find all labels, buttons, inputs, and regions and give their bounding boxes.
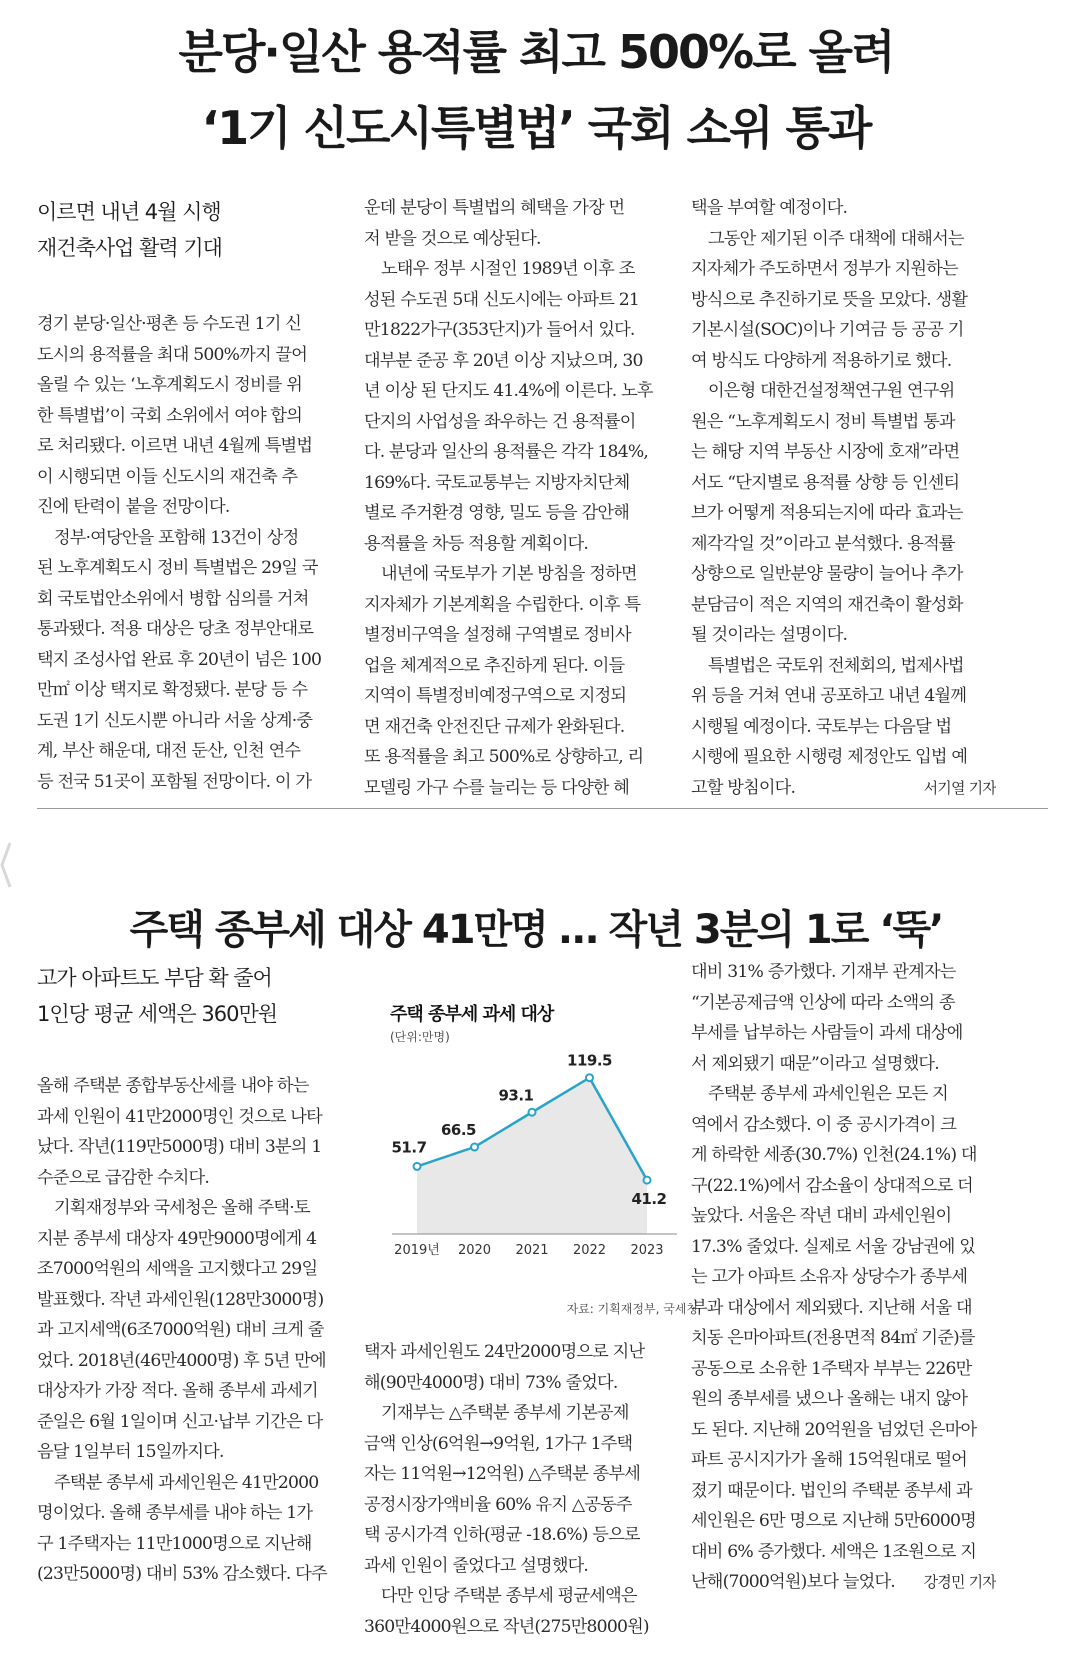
text-line: 는 해당 지역 부동산 시장에 호재”라면 — [691, 442, 960, 462]
chart-data-point — [644, 1177, 651, 1184]
deck-1-line: 이르면 내년 4월 시행 — [37, 200, 221, 224]
text-line: 도시의 용적률을 최대 500%까지 끌어 — [37, 344, 308, 365]
text-line: 공동으로 소유한 1주택자 부부는 226만 — [691, 1358, 972, 1379]
text-line: 한 특별법’이 국회 소위에서 여야 합의 — [37, 405, 303, 426]
deck-2-line: 1인당 평균 세액은 360만원 — [37, 1002, 278, 1026]
text-line: 또 용적률을 최고 500%로 상향하고, 리 — [364, 747, 644, 767]
article-2-column-2 — [364, 1337, 669, 1642]
text-line: 진에 탄력이 붙을 전망이다. — [37, 497, 230, 517]
text-line: 만1822가구(353단지)가 들어서 있다. — [364, 320, 635, 340]
text-line: 택자 과세인원도 24만2000명으로 지난 — [364, 1342, 645, 1362]
text-line: 금액 인상(6억원→9억원, 1가구 1주택 — [364, 1433, 633, 1454]
page-edge-mark — [0, 835, 12, 895]
text-line: 세인원은 6만 명으로 지난해 5만6000명 — [691, 1511, 976, 1531]
text-line: 성된 수도권 5대 신도시에는 아파트 21 — [364, 289, 639, 310]
text-line: 계, 부산 해운대, 대전 둔산, 인천 연수 — [37, 741, 301, 761]
byline: 서기열 기자 — [923, 778, 996, 797]
article-2-column-3 — [691, 957, 996, 1598]
text-line: 만㎡ 이상 택지로 확정됐다. 분당 등 수 — [37, 680, 308, 700]
text-line: 169%다. 국토교통부는 지방자치단체 — [364, 472, 630, 493]
article-divider — [37, 808, 1048, 809]
text-line: 될 것이라는 설명이다. — [691, 625, 848, 645]
text-line: 택을 부여할 예정이다. — [691, 198, 848, 218]
text-line: 년 이상 된 단지도 41.4%에 이른다. 노후 — [364, 381, 653, 401]
text-line: 노태우 정부 시절인 1989년 이후 조 — [381, 259, 635, 279]
text-line: 구(22.1%)에서 감소율이 상대적으로 더 — [691, 1175, 973, 1196]
chart-x-tick-label: 2021 — [515, 1243, 549, 1258]
chart-x-tick-label: 2022 — [572, 1243, 607, 1258]
text-line: (23만5000명) 대비 53% 감소했다. 다주 — [37, 1564, 327, 1584]
text-line: 고할 방침이다. 서기열 기자 — [691, 773, 996, 804]
chart-data-label: 93.1 — [498, 1086, 534, 1105]
text-line: 올릴 수 있는 ‘노후계획도시 정비를 위 — [37, 375, 303, 395]
text-line: 부세를 납부하는 사람들이 과세 대상에 — [691, 1023, 963, 1043]
text-line: 었다. 2018년(46만4000명) 후 5년 만에 — [37, 1350, 326, 1371]
chart-data-point — [586, 1074, 593, 1081]
chart-title: 주택 종부세 과세 대상 — [390, 1004, 554, 1025]
article-1-column-1 — [37, 309, 342, 797]
chart-data-label: 66.5 — [440, 1121, 477, 1140]
text-line: 등 전국 51곳이 포함될 전망이다. 이 가 — [37, 771, 312, 792]
text-line: 면 재건축 안전진단 규제가 완화된다. — [364, 716, 625, 737]
headline-1-line-1: 분당·일산 용적률 최고 500%로 올려 — [178, 25, 894, 79]
text-line: 상향으로 일반분양 물량이 늘어나 추가 — [691, 564, 963, 584]
text-line: 정부·여당안을 포함해 13건이 상정 — [54, 527, 299, 548]
text-line: 대비 6% 증가했다. 세액은 1조원으로 지 — [691, 1541, 977, 1562]
text-line: 주택분 종부세 과세인원은 41만2000 — [54, 1472, 319, 1493]
text-line: 대부분 준공 후 20년 이상 지났으며, 30 — [364, 350, 643, 371]
text-line: 특별법은 국토위 전체회의, 법제사법 — [708, 655, 964, 676]
text-line: 시행될 예정이다. 국토부는 다음달 법 — [691, 716, 952, 737]
text-line: 도권 1기 신도시뿐 아니라 서울 상계·중 — [37, 710, 313, 731]
text-line: 된 노후계획도시 정비 특별법은 29일 국 — [37, 558, 318, 578]
article-2-column-1 — [37, 1071, 342, 1590]
text-line: 도 된다. 지난해 20억원을 넘었던 은마아 — [691, 1419, 977, 1440]
text-line: 치동 은마아파트(전용면적 84㎡ 기준)를 — [691, 1328, 975, 1348]
chart-x-tick-label: 2023 — [630, 1243, 664, 1258]
text-line: 과세 인원이 41만2000명인 것으로 나타 — [37, 1106, 322, 1127]
deck-2 — [37, 960, 277, 1032]
text-line: 공정시장가액비율 60% 유지 △공동주 — [364, 1494, 632, 1515]
text-line: 난해(7000억원)보다 늘었다. 강경민 기자 — [691, 1567, 996, 1598]
text-line: 음달 1일부터 15일까지다. — [37, 1442, 224, 1462]
text-line: 이 시행되면 이들 신도시의 재건축 추 — [37, 466, 298, 487]
text-line: 다. 분당과 일산의 용적률은 각각 184%, — [364, 442, 649, 462]
text-line: 기재부는 △주택분 종부세 기본공제 — [381, 1403, 629, 1423]
text-line: 났다. 작년(119만5000명) 대비 3분의 1 — [37, 1137, 322, 1157]
text-line: 자는 11억원→12억원) △주택분 종부세 — [364, 1464, 641, 1484]
text-line: 주택분 종부세 과세인원은 모든 지 — [708, 1084, 948, 1104]
text-line: 원의 종부세를 냈으나 올해는 내지 않아 — [691, 1389, 968, 1409]
byline: 강경민 기자 — [923, 1573, 996, 1591]
text-line: 방식으로 추진하기로 뜻을 모았다. 생활 — [691, 289, 968, 310]
text-line: 게 하락한 세종(30.7%) 인천(24.1%) 대 — [691, 1145, 977, 1165]
chart-data-label: 51.7 — [391, 1138, 427, 1157]
text-line: 지분 종부세 대상자 49만9000명에게 4 — [37, 1228, 317, 1249]
text-line: 제각각일 것”이라고 분석했다. 용적률 — [691, 533, 955, 554]
text-line: 기획재정부와 국세청은 올해 주택·토 — [54, 1198, 310, 1218]
text-line: 모델링 가구 수를 늘리는 등 다양한 혜 — [364, 777, 630, 798]
text-line: 시행에 필요한 시행령 제정안도 입법 예 — [691, 747, 968, 767]
text-line: 는 고가 아파트 소유자 상당수가 종부세 — [691, 1267, 968, 1287]
text-line: 이은형 대한건설정책연구원 연구위 — [708, 381, 955, 401]
chart-data-point — [529, 1109, 536, 1116]
text-line: 운데 분당이 특별법의 혜택을 가장 먼 — [364, 198, 625, 218]
chart-unit: (단위:만명) — [390, 1030, 450, 1044]
text-line: 브가 어떻게 적용되는지에 따라 효과는 — [691, 503, 963, 523]
text-line: 과 고지세액(6조7000억원) 대비 크게 줄 — [37, 1320, 324, 1340]
article-1-column-3 — [691, 193, 996, 803]
text-line: 구 1주택자는 11만1000명으로 지난해 — [37, 1533, 312, 1554]
text-line: 원은 “노후계획도시 정비 특별법 통과 — [691, 411, 955, 432]
chart-data-label: 119.5 — [567, 1051, 612, 1070]
text-line: 준일은 6월 1일이며 신고·납부 기간은 다 — [37, 1411, 323, 1432]
text-line: 용적률을 차등 적용할 계획이다. — [364, 533, 589, 554]
text-line: 17.3% 줄었다. 실제로 서울 강남권에 있 — [691, 1236, 976, 1257]
text-line: 별로 주거환경 영향, 밀도 등을 감안해 — [364, 503, 630, 523]
text-line: 택 공시가격 인하(평균 -18.6%) 등으로 — [364, 1525, 640, 1545]
text-line: 부과 대상에서 제외됐다. 지난해 서울 대 — [691, 1297, 972, 1318]
text-line: “기본공제금액 인상에 따라 소액의 종 — [691, 992, 955, 1013]
text-line: 서도 “단지별로 용적률 상향 등 인센티 — [691, 472, 960, 493]
text-line: 명이었다. 올해 종부세를 내야 하는 1가 — [37, 1503, 313, 1523]
text-line: 저 받을 것으로 예상된다. — [364, 228, 541, 249]
text-line: 지역이 특별정비예정구역으로 지정되 — [364, 686, 627, 706]
text-line: 기본시설(SOC)이나 기여금 등 공공 기 — [691, 320, 964, 340]
chart-x-tick-label: 2019년 — [394, 1243, 440, 1258]
text-line: 대상자가 가장 적다. 올해 종부세 과세기 — [37, 1381, 318, 1401]
text-line: 해(90만4000명) 대비 73% 줄었다. — [364, 1372, 618, 1393]
text-line: 역에서 감소했다. 이 중 공시가격이 크 — [691, 1114, 957, 1135]
text-line: 회 국토법안소위에서 병합 심의를 거쳐 — [37, 588, 309, 609]
headline-2: 주택 종부세 대상 41만명 … 작년 3분의 1로 ‘뚝’ — [129, 907, 943, 953]
text-line: 위 등을 거쳐 연내 공포하고 내년 4월께 — [691, 686, 967, 706]
text-line: 통과됐다. 적용 대상은 당초 정부안대로 — [37, 619, 314, 639]
text-line: 단지의 사업성을 좌우하는 건 용적률이 — [364, 411, 636, 432]
text-line: 지자체가 주도하면서 정부가 지원하는 — [691, 259, 958, 279]
text-line: 높았다. 서울은 작년 대비 과세인원이 — [691, 1206, 952, 1226]
chart-data-label: 41.2 — [631, 1190, 667, 1209]
chart-x-tick-label: 2020 — [457, 1243, 492, 1258]
chart-data-point — [471, 1144, 478, 1151]
text-line: 360만4000원으로 작년(275만8000원) — [364, 1616, 649, 1637]
text-line: 대비 31% 증가했다. 기재부 관계자는 — [691, 962, 956, 982]
deck-2-line: 고가 아파트도 부담 확 줄어 — [37, 966, 272, 990]
text-line: 다만 인당 주택분 종부세 평균세액은 — [381, 1586, 637, 1606]
article-1-column-2 — [364, 193, 669, 803]
line-chart — [382, 1034, 712, 1334]
text-line: 분담금이 적은 지역의 재건축이 활성화 — [691, 594, 963, 615]
text-line: 그동안 제기된 이주 대책에 대해서는 — [708, 228, 964, 249]
text-line: 로 처리됐다. 이르면 내년 4월께 특별법 — [37, 436, 313, 456]
text-line: 지자체가 기본계획을 수립한다. 이후 특 — [364, 594, 641, 615]
chart-container — [382, 1000, 712, 1325]
deck-1 — [37, 194, 222, 266]
chart-source: 자료: 기획재정부, 국세청 — [566, 1302, 698, 1316]
text-line: 서 제외됐기 때문”이라고 설명했다. — [691, 1053, 939, 1074]
text-line: 파트 공시지가가 올해 15억원대로 떨어 — [691, 1450, 967, 1470]
text-line: 과세 인원이 줄었다고 설명했다. — [364, 1555, 589, 1576]
text-line: 졌기 때문이다. 법인의 주택분 종부세 과 — [691, 1480, 972, 1501]
text-line: 발표했다. 작년 과세인원(128만3000명) — [37, 1289, 324, 1310]
headline-1-line-2: ‘1기 신도시특별법’ 국회 소위 통과 — [201, 101, 871, 155]
text-line: 별정비구역을 설정해 구역별로 정비사 — [364, 625, 631, 645]
text-line: 조7000억원의 세액을 고지했다고 29일 — [37, 1259, 318, 1279]
text-line: 여 방식도 다양하게 적용하기로 했다. — [691, 350, 952, 371]
text-line: 경기 분당·일산·평촌 등 수도권 1기 신 — [37, 314, 302, 334]
text-line: 올해 주택분 종합부동산세를 내야 하는 — [37, 1076, 309, 1096]
chart-data-point — [414, 1163, 421, 1170]
deck-1-line: 재건축사업 활력 기대 — [37, 236, 222, 260]
text-line: 업을 체계적으로 추진하게 된다. 이들 — [364, 655, 625, 676]
text-line: 수준으로 급감한 수치다. — [37, 1167, 210, 1188]
text-line: 내년에 국토부가 기본 방침을 정하면 — [381, 564, 637, 584]
text-line: 택지 조성사업 완료 후 20년이 넘은 100 — [37, 649, 322, 670]
